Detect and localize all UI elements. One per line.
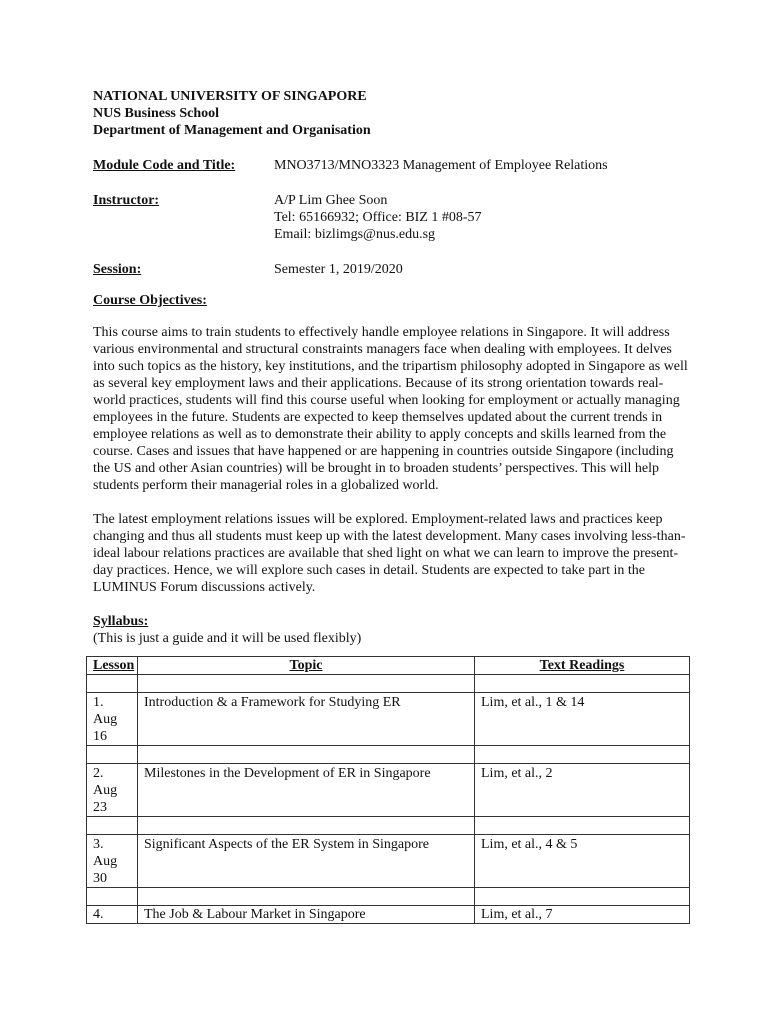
table-spacer-row [87,888,690,906]
table-spacer-row [87,746,690,764]
lesson-topic: Significant Aspects of the ER System in Singapore [138,835,475,888]
university-name: NATIONAL UNIVERSITY OF SINGAPORE [93,89,367,104]
syllabus-title: Syllabus: [93,614,149,629]
lesson-topic: Introduction & a Framework for Studying ER [138,693,475,746]
instructor-contact: Tel: 65166932; Office: BIZ 1 #08-57 [274,210,482,225]
table-row [87,764,690,817]
instructor-label: Instructor: [93,193,160,208]
instructor-row [93,192,693,243]
syllabus-note: (This is just a guide and it will be used flexibly) [93,631,362,646]
objectives-paragraph-1: This course aims to train students to effectively handle employee relations in Singapore. It will address various environmental and structural constraints managers face when dealing with employees. It delves into such topics as the history, key institutions, and the tripartism philosophy adopted in Singapore as well as several key employment laws and their applications. Because of its strong orientation towards real-world practices, students will find this course useful when looking for employment or actually managing employees in the future. Students are expected to keep themselves updated about the current trends in employee relations as well as to demonstrate their ability to apply concepts and skills learned from the course. Cases and issues that have happened or are happening in countries outside Singapore (including the US and other Asian countries) will be brought in to broaden students’ perspectives. This will help students perform their managerial roles in a globalized world. [93,325,688,493]
table-row [87,693,690,746]
module-row [93,157,693,174]
header-readings: Text Readings [475,657,690,675]
instructor-name: A/P Lim Ghee Soon [274,193,388,208]
lesson-readings: Lim, et al., 4 & 5 [475,835,690,888]
lesson-readings: Lim, et al., 2 [475,764,690,817]
department-name: Department of Management and Organisation [93,123,371,138]
lesson-topic: The Job & Labour Market in Singapore [138,906,475,924]
module-label: Module Code and Title: [93,158,236,173]
table-spacer-row [87,675,690,693]
lesson-number: 1. [93,695,104,710]
table-row [87,906,690,924]
header-topic: Topic [138,657,475,675]
session-value: Semester 1, 2019/2020 [274,262,403,277]
table-row [87,835,690,888]
lesson-number: 4. [93,907,104,922]
session-label: Session: [93,262,142,277]
lesson-number: 2. [93,766,104,781]
school-name: NUS Business School [93,106,220,121]
objectives-title: Course Objectives: [93,293,207,308]
lesson-readings: Lim, et al., 1 & 14 [475,693,690,746]
objectives-paragraph-2: The latest employment relations issues will be explored. Employment-related laws and practices keep changing and thus all students must keep up with the latest development. Many cases involving less-than-ideal labour relations practices are available that shed light on what we can learn to improve the present-day practices. Hence, we will explore such cases in detail. Students are expected to take part in the LUMINUS Forum discussions actively. [93,512,686,595]
instructor-email: Email: bizlimgs@nus.edu.sg [274,227,436,242]
lesson-date: Aug 30 [93,854,118,886]
header-lesson: Lesson [87,657,138,675]
table-spacer-row [87,817,690,835]
lesson-topic: Milestones in the Development of ER in Singapore [138,764,475,817]
lesson-number: 3. [93,837,104,852]
lesson-date: Aug 16 [93,712,118,744]
table-header-row [87,657,690,675]
lesson-readings: Lim, et al., 7 [475,906,690,924]
document-page [93,88,693,922]
session-row [93,261,693,278]
syllabus-table [86,656,690,924]
lesson-date: Aug 23 [93,783,118,815]
module-value: MNO3713/MNO3323 Management of Employee Relations [274,158,608,173]
